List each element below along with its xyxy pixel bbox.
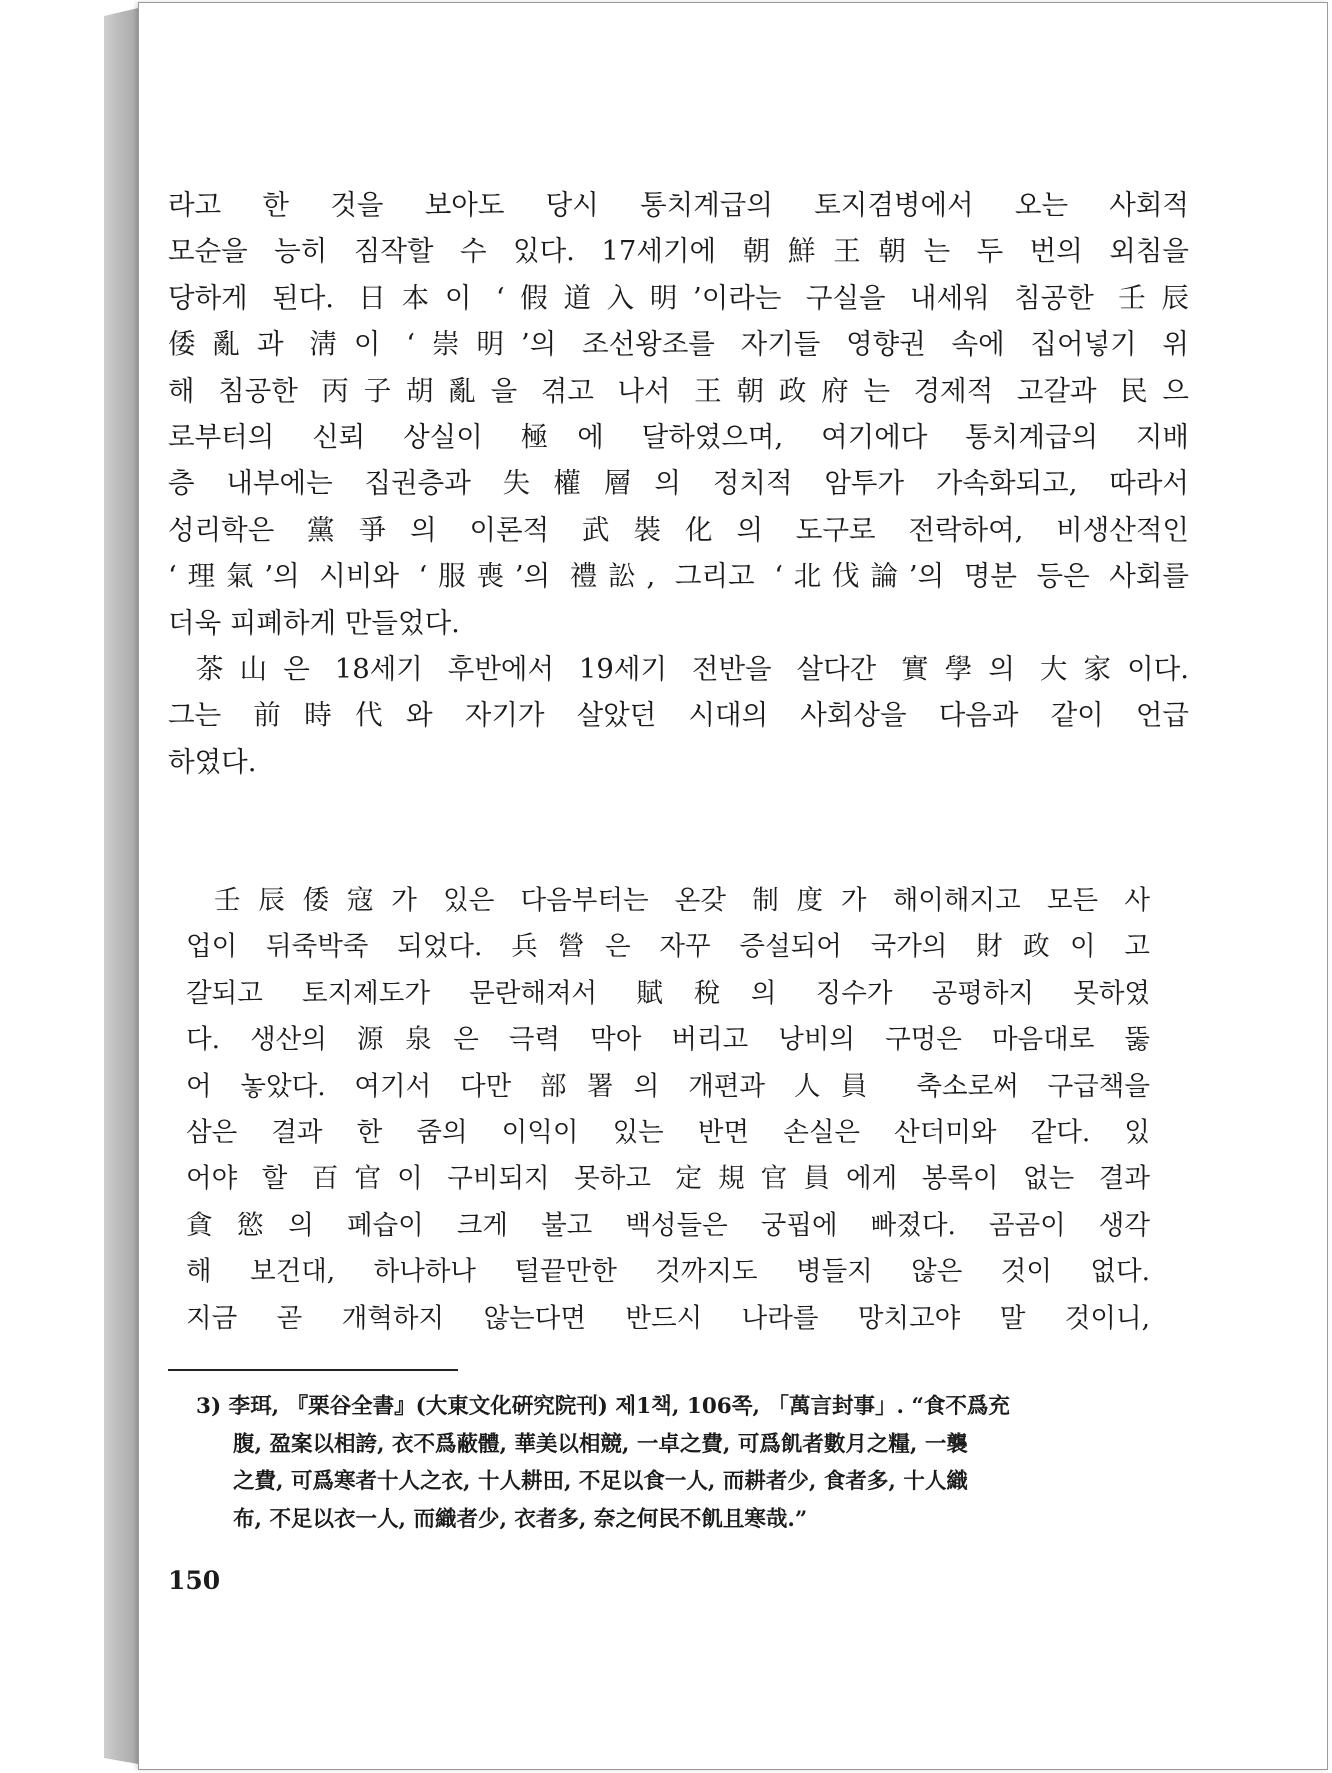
body-line: 로부터의 신뢰 상실이 極에 달하였으며, 여기에다 통치계급의 지배: [168, 420, 1189, 453]
main-body-text: [168, 182, 1189, 785]
quote-line: 업이 뒤죽박죽 되었다. 兵營은 자꾸 증설되어 국가의 財政이 고: [186, 931, 1150, 963]
body-line: 층 내부에는 집권층과 失權層의 정치적 암투가 가속화되고, 따라서: [168, 467, 1189, 500]
quote-line: 삼은 결과 한 줌의 이익이 있는 반면 손실은 산더미와 같다. 있: [186, 1116, 1150, 1148]
body-line: 그는 前時代와 자기가 살았던 시대의 사회상을 다음과 같이 언급: [168, 699, 1189, 732]
page-number: 150: [168, 1566, 221, 1595]
body-line: 라고 한 것을 보아도 당시 통치계급의 토지겸병에서 오는 사회적: [168, 189, 1189, 221]
quote-line: 壬辰倭寇가 있은 다음부터는 온갖 制度가 해이해지고 모든 사: [214, 885, 1150, 916]
body-line: ‘理氣’의 시비와 ‘服喪’의 禮訟, 그리고 ‘北伐論’의 명분 등은 사회를: [168, 560, 1189, 593]
quote-line: 어 놓았다. 여기서 다만 部署의 개편과 人員 축소로써 구급책을: [186, 1070, 1150, 1102]
quote-line: 貪慾의 폐습이 크게 불고 백성들은 궁핍에 빠졌다. 곰곰이 생각: [186, 1209, 1150, 1241]
block-quote: [186, 878, 1150, 1342]
body-line: 하였다.: [168, 745, 257, 778]
book-spine: [104, 8, 138, 1764]
quote-line: 해 보건대, 하나하나 털끝만한 것까지도 병들지 않은 것이 없다.: [186, 1256, 1150, 1288]
body-line: 당하게 된다. 日本이 ‘假道入明’이라는 구실을 내세워 침공한 壬辰: [168, 281, 1189, 314]
quote-line: 어야 할 百官이 구비되지 못하고 定規官員에게 봉록이 없는 결과: [186, 1163, 1150, 1195]
body-line: 倭亂과 淸이 ‘崇明’의 조선왕조를 자기들 영향권 속에 집어넣기 위: [168, 328, 1189, 361]
body-line: 해 침공한 丙子胡亂을 겪고 나서 王朝政府는 경제적 고갈과 民으: [168, 374, 1189, 407]
body-line: 모순을 능히 짐작할 수 있다. 17세기에 朝鮮王朝는 두 번의 외침을: [168, 235, 1189, 268]
footnote-divider: [168, 1369, 458, 1371]
footnote-line: 腹, 盈案以相誇, 衣不爲蔽體, 華美以相競, 一卓之費, 可爲飢者數月之糧, 一襲: [233, 1431, 968, 1457]
body-line: 茶山은 18세기 후반에서 19세기 전반을 살다간 實學의 大家이다.: [196, 652, 1189, 685]
footnote-line: 之費, 可爲寒者十人之衣, 十人耕田, 不足以食一人, 而耕者少, 食者多, 十人織: [233, 1469, 968, 1495]
body-line: 더욱 피폐하게 만들었다.: [168, 606, 460, 639]
quote-line: 갈되고 토지제도가 문란해져서 賦稅의 징수가 공평하지 못하였: [186, 977, 1150, 1009]
body-line: 성리학은 黨爭의 이론적 武裝化의 도구로 전락하여, 비생산적인: [168, 513, 1189, 546]
footnote: [196, 1388, 1176, 1538]
footnote-line: 布, 不足以衣一人, 而織者少, 衣者多, 奈之何民不飢且寒哉.”: [233, 1506, 808, 1532]
footnote-line: 3) 李珥, 『栗谷全書』(大東文化硏究院刊) 제1책, 106쪽, 「萬言封事」. “食不爲充: [196, 1394, 1010, 1419]
quote-line: 지금 곧 개혁하지 않는다면 반드시 나라를 망치고야 말 것이니,: [186, 1302, 1150, 1334]
quote-line: 다. 생산의 源泉은 극력 막아 버리고 낭비의 구멍은 마음대로 뚫: [186, 1024, 1150, 1056]
